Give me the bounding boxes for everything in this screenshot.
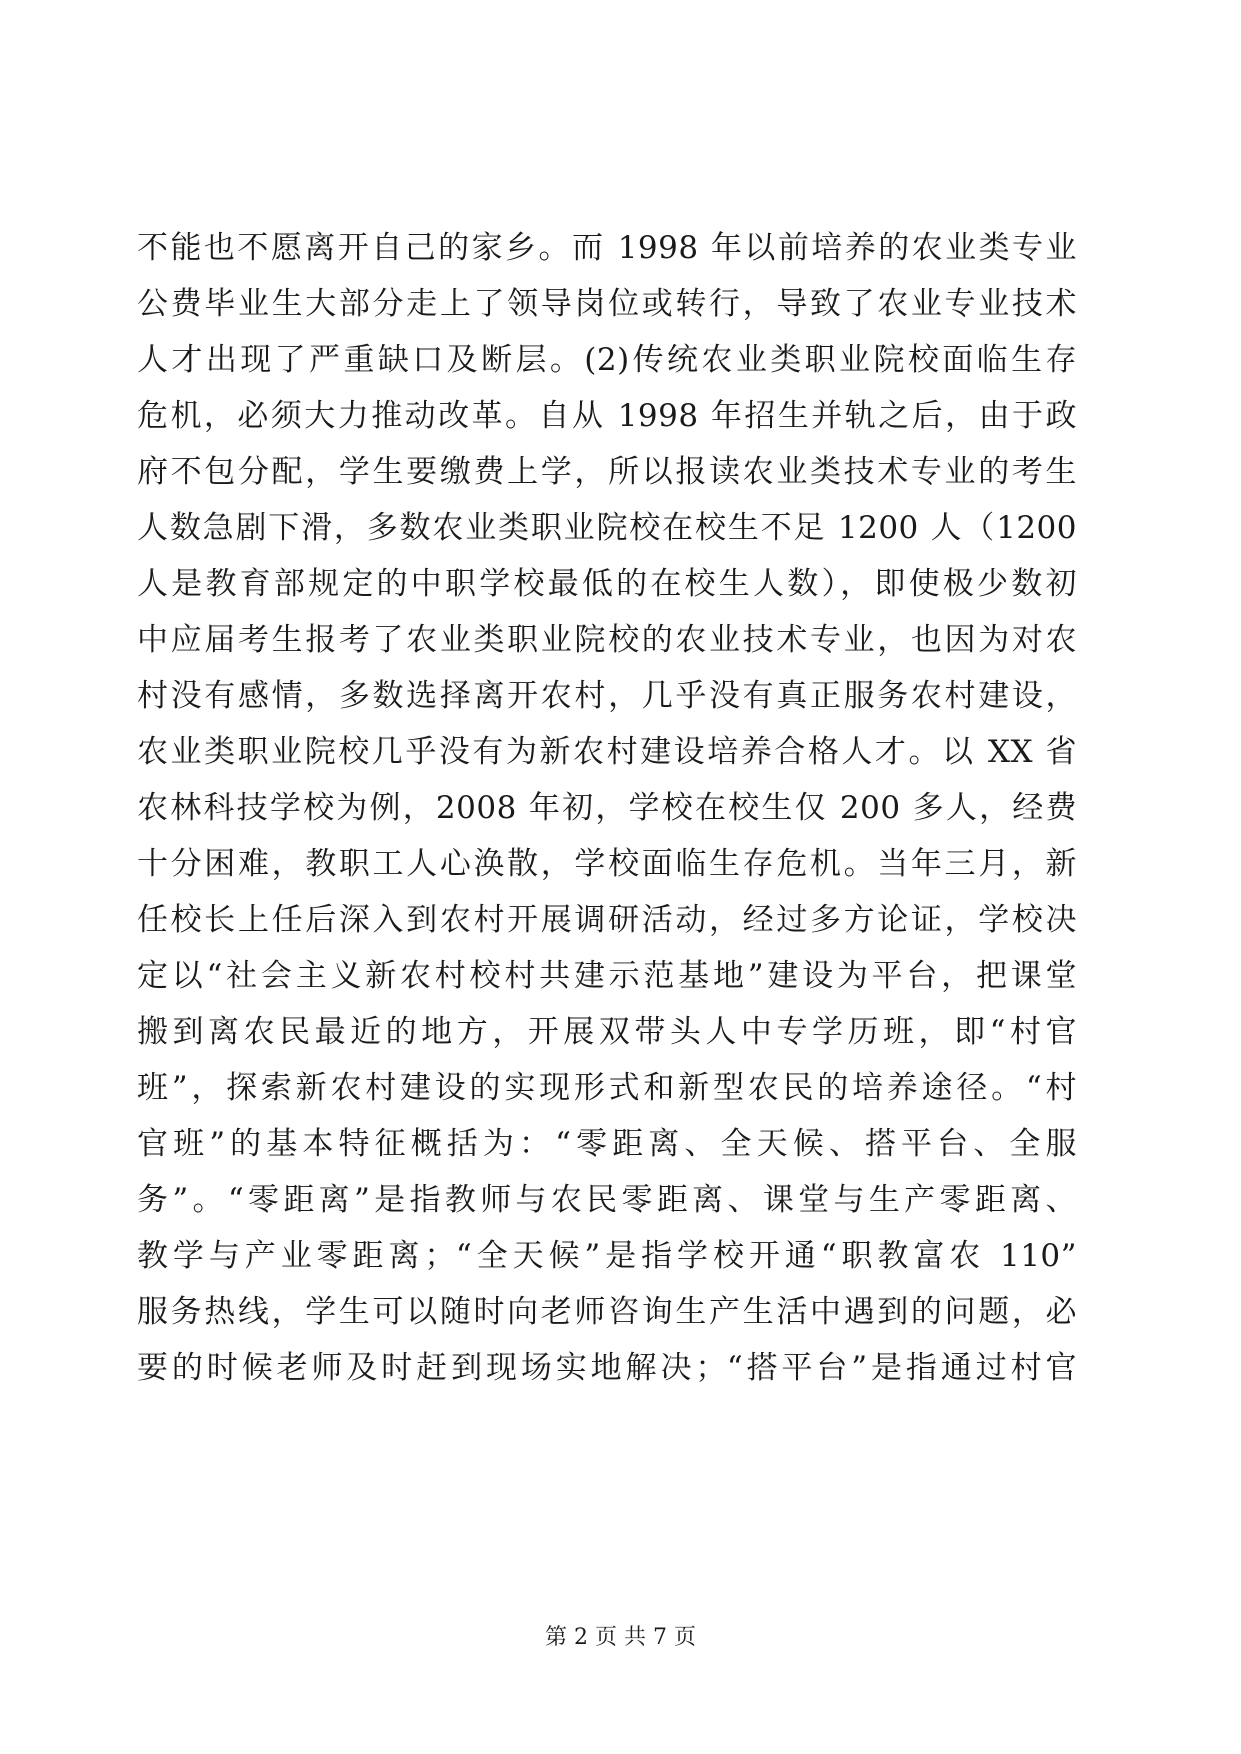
text-line: 府不包分配，学生要缴费上学，所以报读农业类技术专业的考生	[137, 454, 1077, 490]
text-line: 要的时候老师及时赶到现场实地解决；“搭平台”是指通过村官	[137, 1350, 1077, 1386]
text-line: 教学与产业零距离；“全天候”是指学校开通“职教富农 110”	[137, 1238, 1077, 1274]
text-line: 不能也不愿离开自己的家乡。而 1998 年以前培养的农业类专业	[137, 230, 1077, 266]
text-line: 危机，必须大力推动改革。自从 1998 年招生并轨之后，由于政	[137, 398, 1077, 434]
text-line: 十分困难，教职工人心涣散，学校面临生存危机。当年三月，新	[137, 846, 1077, 882]
page-number-footer: 第 2 页 共 7 页	[545, 1625, 696, 1650]
text-line: 农业类职业院校几乎没有为新农村建设培养合格人才。以 XX 省	[137, 734, 1077, 770]
text-line: 人才出现了严重缺口及断层。(2)传统农业类职业院校面临生存	[137, 342, 1077, 378]
text-line: 人是教育部规定的中职学校最低的在校生人数），即使极少数初	[137, 566, 1077, 602]
text-line: 人数急剧下滑，多数农业类职业院校在校生不足 1200 人（1200	[137, 510, 1077, 546]
text-line: 官班”的基本特征概括为：“零距离、全天候、搭平台、全服	[137, 1126, 1077, 1162]
text-line: 搬到离农民最近的地方，开展双带头人中专学历班，即“村官	[137, 1014, 1077, 1050]
text-line: 村没有感情，多数选择离开农村，几乎没有真正服务农村建设，	[137, 678, 1077, 714]
text-line: 班”，探索新农村建设的实现形式和新型农民的培养途径。“村	[137, 1070, 1077, 1106]
text-line: 农林科技学校为例，2008 年初，学校在校生仅 200 多人，经费	[137, 790, 1077, 826]
text-line: 任校长上任后深入到农村开展调研活动，经过多方论证，学校决	[137, 902, 1077, 938]
text-line: 中应届考生报考了农业类职业院校的农业技术专业，也因为对农	[137, 622, 1077, 658]
text-line: 服务热线，学生可以随时向老师咨询生产生活中遇到的问题，必	[137, 1294, 1077, 1330]
text-line: 务”。“零距离”是指教师与农民零距离、课堂与生产零距离、	[137, 1182, 1077, 1218]
text-line: 公费毕业生大部分走上了领导岗位或转行，导致了农业专业技术	[137, 286, 1077, 322]
text-line: 定以“社会主义新农村校村共建示范基地”建设为平台，把课堂	[137, 958, 1077, 994]
